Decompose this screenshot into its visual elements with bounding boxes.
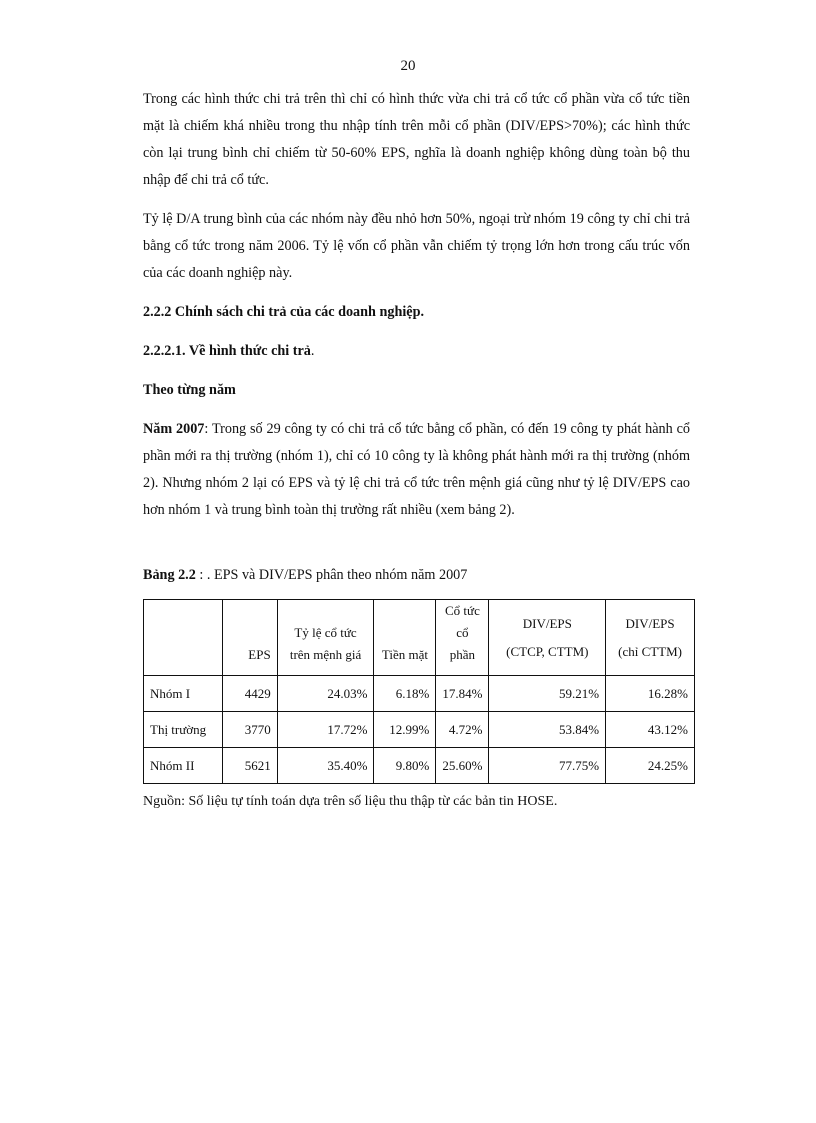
cell-div-eps-ctcp: 53.84% — [489, 712, 606, 748]
cell-stock: 25.60% — [436, 748, 489, 784]
header-div-eps-ctcp-line2: (CTCP, CTTM) — [506, 643, 589, 659]
section-heading-policy: 2.2.2 Chính sách chi trả của các doanh nghiệp. — [143, 304, 425, 320]
cell-div-eps-cttm: 24.25% — [606, 748, 695, 784]
year-2007-text: : Trong số 29 công ty có chi trả cổ tức bằng cổ phần, có đến 19 công ty phát hành cổ phần mới ra thị trường (nhóm 1), chỉ có 10 công ty là không phát hành mới ra thị trường (nhóm 2). Nhưng nhóm 2 lại có EPS và tỷ lệ chi trả cổ tức trên mệnh giá cũng như tỷ lệ DIV/EPS cao hơn nhóm 1 và trung bình toàn thị trường rất nhiều (xem bảng 2). — [143, 421, 690, 518]
header-stock — [436, 600, 489, 676]
header-stock-line1: Cổ tức — [444, 603, 480, 618]
header-empty-cell — [144, 600, 223, 676]
cell-div-eps-cttm: 43.12% — [606, 712, 695, 748]
paragraph-year-2007 — [143, 416, 690, 524]
row-label: Nhóm II — [144, 748, 223, 784]
header-div-eps-ctcp-line1: DIV/EPS — [522, 615, 572, 631]
header-eps: EPS — [222, 600, 277, 676]
table-caption-number: Bảng 2.2 — [143, 567, 196, 583]
header-ratio — [277, 600, 374, 676]
cell-ratio: 24.03% — [277, 676, 374, 712]
table-row — [144, 748, 695, 784]
subsection-heading — [143, 338, 690, 365]
table-row — [144, 676, 695, 712]
header-cash: Tiền mặt — [374, 600, 436, 676]
cell-ratio: 17.72% — [277, 712, 374, 748]
table-caption-text: : . EPS và DIV/EPS phân theo nhóm năm 2007 — [195, 567, 468, 583]
eps-div-table — [143, 599, 695, 784]
cell-eps: 5621 — [222, 748, 277, 784]
header-div-eps-cttm — [606, 600, 695, 676]
header-div-eps-cttm-line1: DIV/EPS — [625, 615, 675, 631]
header-div-eps-ctcp — [489, 600, 606, 676]
cell-div-eps-ctcp: 59.21% — [489, 676, 606, 712]
cell-stock: 4.72% — [436, 712, 489, 748]
table-row — [144, 712, 695, 748]
subsection-heading-tail: . — [310, 343, 315, 359]
cell-ratio: 35.40% — [277, 748, 374, 784]
subsection-heading-text: 2.2.2.1. Về hình thức chi trả — [143, 343, 311, 359]
cell-eps: 4429 — [222, 676, 277, 712]
page-number: 20 — [400, 58, 416, 74]
cell-cash: 9.80% — [374, 748, 436, 784]
row-label: Nhóm I — [144, 676, 223, 712]
cell-div-eps-cttm: 16.28% — [606, 676, 695, 712]
document-body — [143, 86, 690, 815]
cell-div-eps-ctcp: 77.75% — [489, 748, 606, 784]
table-source-note: Nguồn: Số liệu tự tính toán dựa trên số liệu thu thập từ các bản tin HOSE. — [143, 794, 558, 809]
cell-eps: 3770 — [222, 712, 277, 748]
cell-cash: 12.99% — [374, 712, 436, 748]
header-div-eps-cttm-line2: (chỉ CTTM) — [618, 643, 683, 659]
header-ratio-line2: trên mệnh giá — [289, 647, 362, 662]
table-caption — [143, 562, 690, 589]
cell-cash: 6.18% — [374, 676, 436, 712]
year-label: Năm 2007 — [143, 421, 205, 437]
cell-stock: 17.84% — [436, 676, 489, 712]
table-header-row — [144, 600, 695, 676]
paragraph-debt-ratio: Tỷ lệ D/A trung bình của các nhóm này đều nhỏ hơn 50%, ngoại trừ nhóm 19 công ty chỉ chi trả bằng cổ tức trong năm 2006. Tỷ lệ vốn cổ phần vẫn chiếm tỷ trọng lớn hơn trong cấu trúc vốn của các doanh nghiệp này. — [143, 211, 690, 281]
by-year-heading: Theo từng năm — [143, 382, 236, 398]
header-stock-line2: cổ phần — [449, 625, 476, 662]
header-ratio-line1: Tỷ lệ cổ tức — [294, 625, 357, 640]
paragraph-dividend-forms: Trong các hình thức chi trả trên thì chỉ có hình thức vừa chi trả cổ tức cổ phần vừa cổ tức tiền mặt là chiếm khá nhiều trong thu nhập tính trên mỗi cổ phần (DIV/EPS>70%); các hình thức còn lại trung bình chỉ chiếm từ 50-60% EPS, nghĩa là doanh nghiệp không dùng toàn bộ thu nhập để chi trả cổ tức. — [143, 91, 690, 188]
row-label: Thị trường — [144, 712, 223, 748]
